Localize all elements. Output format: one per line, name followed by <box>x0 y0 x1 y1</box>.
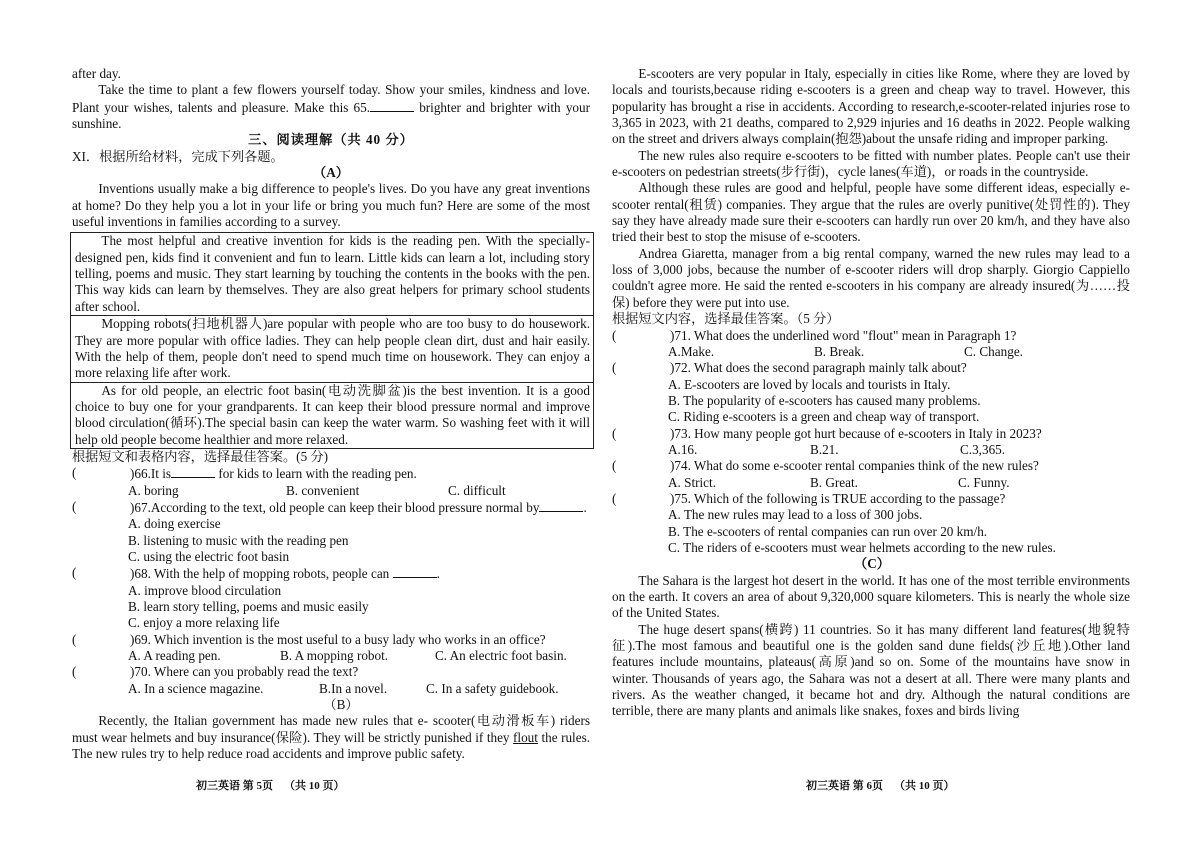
option-b[interactable]: B. convenient <box>286 482 360 498</box>
option-b[interactable]: B. learn story telling, poems and music easily <box>128 599 369 614</box>
answer-bracket[interactable]: ( <box>612 425 643 441</box>
section-title-reading: 三、阅读理解（共 40 分） <box>248 132 414 148</box>
answer-bracket[interactable]: ( <box>72 498 103 514</box>
option-b[interactable]: B. The popularity of e-scooters has caused many problems. <box>668 392 981 408</box>
option-c[interactable]: C. difficult <box>448 482 506 498</box>
option-b[interactable]: B. listening to music with the reading pen <box>128 532 349 548</box>
options-70 <box>72 681 590 697</box>
options-69 <box>72 648 590 664</box>
option-a[interactable]: A.Make. <box>668 343 715 359</box>
blank-65[interactable] <box>370 99 414 112</box>
option-a[interactable]: A. boring <box>128 482 179 498</box>
page-footer-6: 初三英语 第 6页 （共 10 页） <box>806 780 955 792</box>
blank-67[interactable] <box>539 499 583 512</box>
passage-b-paragraph-3: The new rules also require e-scooters to be fitted with number plates. People can't use their e-scooters on pedestrian streets(步行街)，cycle lanes(车道)，or roads in the countryside. <box>612 147 1130 180</box>
option-a[interactable]: A.16. <box>668 441 698 457</box>
passage-c-paragraph-1: The Sahara is the largest hot desert in the world. It has one of the most terrible environments on the earth. It covers an area of about 9,320,000 square kilometers. This is nearly the whole size of the United States. <box>612 572 1130 621</box>
page-6-column <box>612 66 1130 720</box>
option-c[interactable]: C. In a safety guidebook. <box>426 680 559 696</box>
option-c[interactable]: C. The riders of e-scooters must wear helmets according to the new rules. <box>668 539 1056 555</box>
option-c[interactable]: C. enjoy a more relaxing life <box>128 615 280 631</box>
inventions-table <box>70 232 594 448</box>
part-b-heading: （B） <box>323 697 359 713</box>
passage-b-paragraph-5: Andrea Giaretta, manager from a big rental company, warned the new rules may lead to a loss of 3,000 jobs, because the number of e-scooter riders will drop sharply. Giorgio Cappiello couldn't agree more. He said the rented e-scooters in his company are already insured(为……投保) before they were put into use. <box>612 245 1130 310</box>
answer-bracket[interactable]: ( <box>612 360 643 376</box>
option-a[interactable]: A. A reading pen. <box>128 648 221 664</box>
question-75: ( )75. Which of the following is TRUE according to the passage? <box>612 490 1006 506</box>
options-73 <box>612 442 1130 458</box>
options-66 <box>72 483 590 499</box>
underlined-word-flout: flout <box>513 729 538 745</box>
passage-b-paragraph-4: Although these rules are good and helpful, people have some different ideas, especially e-scooter rental(租赁) companies. They argue that the rules are overly punitive(处罚性的). They say they have already made sure their e-scooters can hardly run over 20 km/h, and they have also tried their best to stop the misuse of e-scooters. <box>612 180 1130 245</box>
table-row-foot-basin: As for old people, an electric foot basin(电动洗脚盆)is the best invention. It is a good choice to buy one for your grandparents. It can keep their blood pressure normal and improve blood circulation(循环).The special basin can keep the water warm. So washing feet with it will help old people become healthier and more relaxed. <box>71 382 593 448</box>
question-66: ( )66.It is for kids to learn with the reading pen. <box>72 465 417 482</box>
option-b[interactable]: B. A mopping robot. <box>280 648 389 664</box>
question-73: ( )73. How many people got hurt because of e-scooters in Italy in 2023? <box>612 425 1042 441</box>
part-a-heading: （A） <box>313 165 349 181</box>
part-c-heading: （C） <box>854 556 890 572</box>
question-74: ( )74. What do some e-scooter rental companies think of the new rules? <box>612 458 1039 474</box>
option-c[interactable]: C. Funny. <box>958 474 1010 490</box>
option-c[interactable]: C. using the electric foot basin <box>128 548 290 564</box>
option-a[interactable]: A. improve blood circulation <box>128 582 282 598</box>
answer-bracket[interactable]: ( <box>612 490 643 506</box>
passage-b-paragraph-1: Recently, the Italian government has made new rules that e- scooter(电动滑板车) riders must wear helmets and buy insurance(保险). They will be strictly punished if they flout the rules. The new rules try to help reduce road accidents and improve public safety. <box>72 713 590 762</box>
passage-a-intro: Inventions usually make a big difference to people's lives. Do you have any great inventions at home? Do they help you a lot in your life or bring you much fun? Here are some of the most useful inventions in families according to a survey. <box>72 181 590 230</box>
answer-bracket[interactable]: ( <box>72 465 103 481</box>
page-footer-5: 初三英语 第 5页 （共 10 页） <box>196 780 345 792</box>
option-b[interactable]: B.In a novel. <box>319 680 388 696</box>
question-72: ( )72. What does the second paragraph mainly talk about? <box>612 360 967 376</box>
question-69: ( )69. Which invention is the most useful to a busy lady who works in an office? <box>72 631 546 647</box>
answer-bracket[interactable]: ( <box>612 458 643 474</box>
paragraph-flowers: Take the time to plant a few flowers yourself today. Show your smiles, kindness and love. Plant your wishes, talents and pleasure. Make this 65. brighter and brighter with your sunshine. <box>72 82 590 132</box>
page-5-column <box>72 66 590 762</box>
blank-66[interactable] <box>171 465 215 478</box>
question-67: ( )67.According to the text, old people can keep their blood pressure normal by . <box>72 498 587 515</box>
option-c[interactable]: C. Change. <box>964 343 1023 359</box>
table-row-mopping-robots: Mopping robots(扫地机器人)are popular with people who are too busy to do housework. They are more popular with office ladies. They can help people clean dirt, dust and hair easily. With the help of them, people don't need to spend much time on housework. They can enjoy a more relaxing life after work. <box>71 315 593 381</box>
answer-bracket[interactable]: ( <box>612 327 643 343</box>
question-68: ( )68. With the help of mopping robots, people can . <box>72 565 440 582</box>
option-b[interactable]: B. Break. <box>814 343 865 359</box>
blank-68[interactable] <box>393 565 437 578</box>
section-instruction: XI．根据所给材料，完成下列各题。 <box>72 148 284 164</box>
answer-bracket[interactable]: ( <box>72 664 103 680</box>
passage-c-paragraph-2: The huge desert spans(横跨) 11 countries. So it has many different land features(地貌特征).The most famous and beautiful one is the golden sand dune fields(沙丘地).Other land features include mountains, plateaus(高原)and so on. Some of the mountains have snow in winter. Thousands of years ago, the Sahara was not a desert at all. There were many plants and rivers. As the weather changed, it became hot and dry. Although the natural conditions are terrible, there are many plants and animals like snakes, foxes and birds living <box>612 621 1130 719</box>
table-row-reading-pen: The most helpful and creative invention for kids is the reading pen. With the specially-designed pen, kids find it convenient and fun to learn. Little kids can learn a lot, including story telling, poems and music. They start learning by touching the contents in the books with the pen. This way kids can learn by themselves. They are also great helpers for primary school students after school. <box>75 233 590 314</box>
option-b[interactable]: B.21. <box>810 441 839 457</box>
answer-bracket[interactable]: ( <box>72 631 103 647</box>
option-a[interactable]: A. Strict. <box>668 474 716 490</box>
option-a[interactable]: A. E-scooters are loved by locals and tourists in Italy. <box>668 376 951 392</box>
option-a[interactable]: A. doing exercise <box>128 516 221 532</box>
option-a[interactable]: A. The new rules may lead to a loss of 300 jobs. <box>668 507 923 523</box>
option-c[interactable]: C. An electric foot basin. <box>435 648 567 664</box>
questions-b-instruction: 根据短文内容，选择最佳答案。（5 分） <box>612 311 840 327</box>
questions-a-instruction: 根据短文和表格内容，选择最佳答案。(5 分) <box>72 448 329 464</box>
option-c[interactable]: C.3,365. <box>960 441 1006 457</box>
question-70: ( )70. Where can you probably read the text? <box>72 664 359 680</box>
question-71: ( )71. What does the underlined word "flout" mean in Paragraph 1? <box>612 327 1017 343</box>
option-b[interactable]: B. Great. <box>810 474 858 490</box>
option-c[interactable]: C. Riding e-scooters is a green and cheap way of transport. <box>668 409 980 425</box>
paragraph-continuation: after day. <box>72 66 121 81</box>
passage-b-paragraph-2: E-scooters are very popular in Italy, especially in cities like Rome, where they are loved by locals and tourists,because riding e-scooters is a green and cheap way to travel. However, this popularity has brought a rise in accidents. According to research,e-scooter-related injuries rose to 3,365 in 2023, with 21 deaths, compared to 2,929 injuries and 16 deaths in 2022. People walking on the street and drivers always complain(抱怨)about the unsafe riding and improper parking. <box>612 66 1130 147</box>
option-a[interactable]: A. In a science magazine. <box>128 680 264 696</box>
options-71 <box>612 344 1130 360</box>
option-b[interactable]: B. The e-scooters of rental companies can run over 20 km/h. <box>668 523 988 539</box>
options-74 <box>612 475 1130 491</box>
answer-bracket[interactable]: ( <box>72 565 103 581</box>
